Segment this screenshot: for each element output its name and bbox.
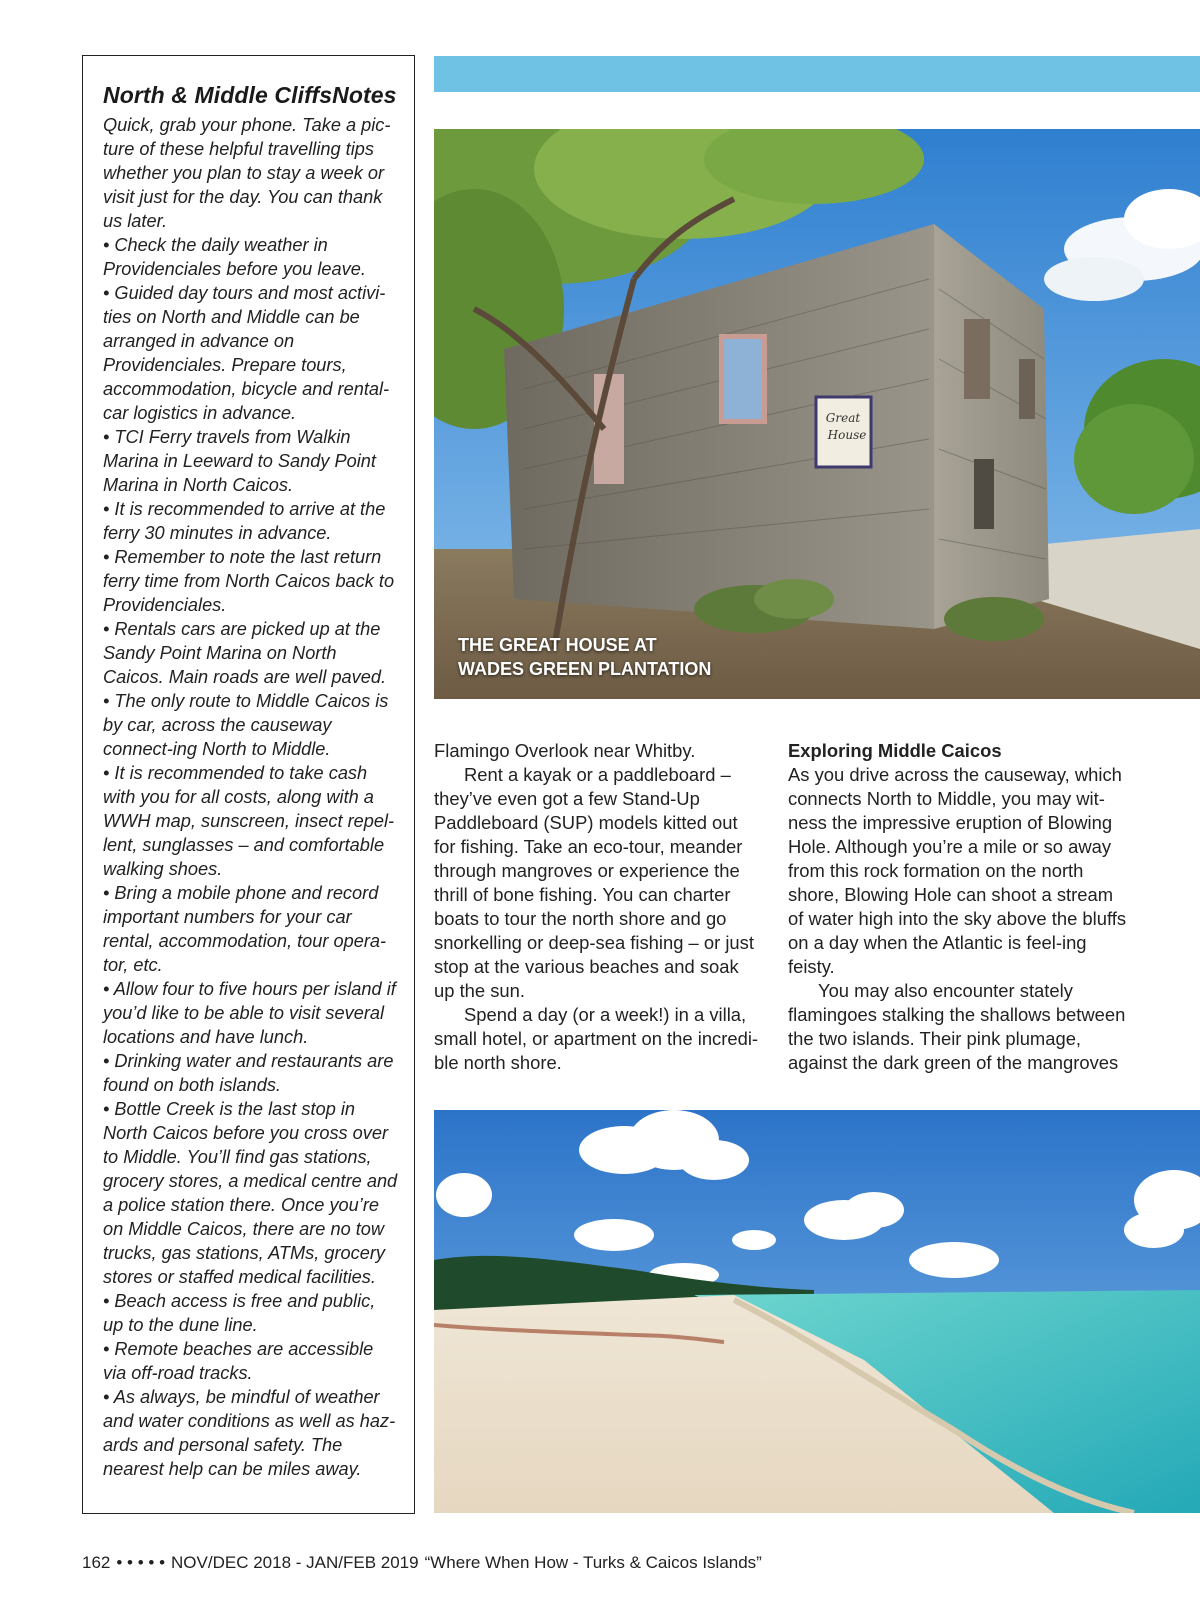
great-house-photo [434,129,1200,699]
caption-line-2: WADES GREEN PLANTATION [458,659,712,679]
tip-item: • Remember to note the last return ferry time from North Caicos back to Providenciales. [103,547,395,615]
tip-item: • Beach access is free and public, up to the dune line. [103,1291,376,1335]
sidebar-title: North & Middle CliffsNotes [103,82,397,108]
page-footer [82,1553,768,1573]
footer-dots: • • • • • [116,1553,166,1572]
column1-paragraph-1: Flamingo Overlook near Whitby. [434,740,696,761]
article-column-1 [434,739,764,1075]
tip-item: • Drinking water and restaurants are found on both islands. [103,1051,394,1095]
tip-item: • It is recommended to take cash with you for all costs, along with a WWH map, sunscreen, insect repel-lent, sunglasses – and comfortable walking shoes. [103,763,395,879]
tip-item: • As always, be mindful of weather and water conditions as well as haz-ards and personal safety. The nearest help can be miles away. [103,1387,396,1479]
tip-item: • Bottle Creek is the last stop in North Caicos before you cross over to Middle. You’ll find gas stations, grocery stores, a medical centre and a police station there. Once you’re on Middle Caicos, there are no tow trucks, gas stations, ATMs, grocery stores or staffed medical facilities. [103,1099,398,1287]
issue-dates: NOV/DEC 2018 - JAN/FEB 2019 [171,1553,419,1572]
photo-caption [458,633,711,681]
tip-item: • Bring a mobile phone and record important numbers for your car rental, accommodation, tour opera-tor, etc. [103,883,387,975]
section-heading: Exploring Middle Caicos [788,740,1002,761]
tip-item: • Remote beaches are accessible via off-road tracks. [103,1339,374,1383]
article-column-2 [788,739,1128,1075]
column1-paragraph-2: Rent a kayak or a paddleboard – they’ve even got a few Stand-Up Paddleboard (SUP) models kitted out for fishing. Take an eco-tour, meander through mangroves or experience the thrill of bone fishing. You can charter boats to tour the north shore and go snorkelling or deep-sea fishing – or just stop at the various beaches and soak up the sun. [434,764,754,1001]
page-number: 162 [82,1553,111,1572]
tip-item: • The only route to Middle Caicos is by car, across the causeway connect-ing North to Middle. [103,691,389,759]
beach-illustration [434,1110,1200,1513]
top-accent-bar [434,56,1200,92]
publication-name: “Where When How - Turks & Caicos Islands” [424,1553,762,1572]
sign-text-1: Great [825,411,861,425]
tip-item: • Allow four to five hours per island if you’d like to be able to visit several locations and have lunch. [103,979,396,1047]
tips-list [103,233,400,1481]
column2-paragraph-2: You may also encounter stately flamingoes stalking the shallows between the two islands. Their pink plumage, against the dark green of the mangroves [788,980,1126,1073]
column2-paragraph-1: As you drive across the causeway, which connects North to Middle, you may wit-ness the impressive eruption of Blowing Hole. Although you’re a mile or so away from this rock formation on the north shore, Blowing Hole can shoot a stream of water high into the sky above the bluffs on a day when the Atlantic is feel-ing feisty. [788,764,1127,977]
caption-line-1: THE GREAT HOUSE AT [458,635,657,655]
column1-paragraph-3: Spend a day (or a week!) in a villa, small hotel, or apartment on the incredi-ble north shore. [434,1004,759,1073]
tip-item: • Rentals cars are picked up at the Sandy Point Marina on North Caicos. Main roads are well paved. [103,619,387,687]
beach-photo [434,1110,1200,1513]
cliffsnotes-sidebar [82,55,415,1514]
tip-item: • Guided day tours and most activi-ties on North and Middle can be arranged in advance on Providenciales. Prepare tours, accommodation, bicycle and rental-car logistics in advance. [103,283,390,423]
tip-item: • It is recommended to arrive at the ferry 30 minutes in advance. [103,499,386,543]
sign-text-2: House [827,428,867,442]
sidebar-intro: Quick, grab your phone. Take a pic-ture of these helpful travelling tips whether you plan to stay a week or visit just for the day. You can thank us later. [103,115,391,231]
great-house-illustration [434,129,1200,699]
tip-item: • Check the daily weather in Providenciales before you leave. [103,235,366,279]
tip-item: • TCI Ferry travels from Walkin Marina in Leeward to Sandy Point Marina in North Caicos. [103,427,376,495]
